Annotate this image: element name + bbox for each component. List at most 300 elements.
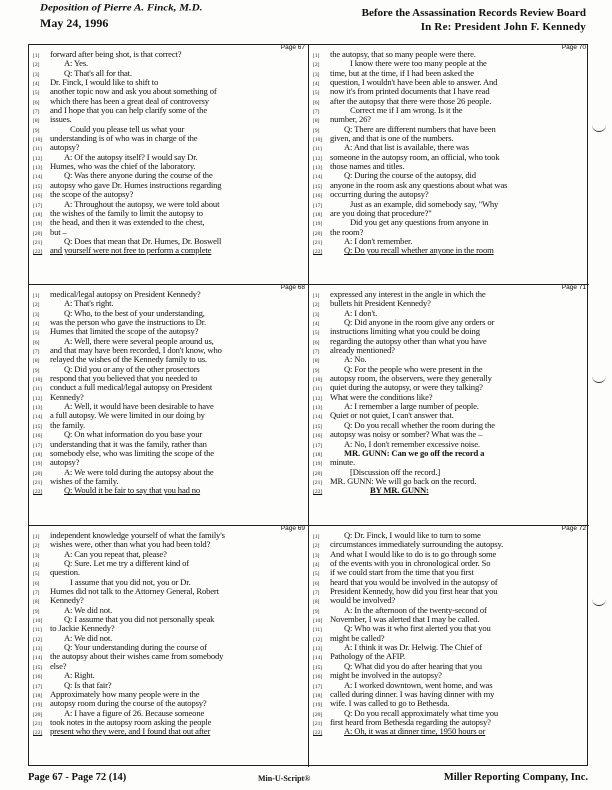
page-number: Page 71 — [561, 285, 586, 291]
line-number: [12] — [33, 155, 43, 162]
line-text: already mentioned? — [330, 345, 395, 356]
line-number: [2] — [313, 543, 320, 550]
line-number: [5] — [33, 90, 40, 97]
line-number: [4] — [33, 562, 40, 569]
transcript-line — [313, 246, 585, 255]
line-number: [11] — [313, 627, 322, 634]
line-number: [2] — [33, 543, 40, 550]
line-text: November, I was alerted that I may be called. — [330, 614, 480, 625]
line-number: [10] — [33, 377, 43, 384]
line-text: Q: There are different numbers that have been — [344, 123, 496, 134]
line-text: I assume that you did not, you or Dr. — [70, 576, 191, 587]
line-number: [19] — [33, 221, 43, 228]
line-number: [5] — [313, 90, 320, 97]
line-number: [4] — [313, 321, 320, 328]
transcript-page — [29, 526, 309, 767]
line-text: A: I don't. — [344, 307, 378, 318]
line-number: [8] — [313, 358, 320, 365]
line-number: [17] — [313, 202, 323, 209]
case-header — [362, 6, 586, 34]
line-number: [20] — [33, 230, 43, 237]
line-text: And what I would like to do is to go through some — [330, 548, 497, 559]
transcript-page — [309, 526, 589, 767]
line-text: Kennedy? — [50, 391, 84, 402]
line-number: [14] — [313, 174, 323, 181]
line-number: [8] — [33, 599, 40, 606]
page-number: Page 69 — [280, 526, 305, 532]
line-text: Quiet or not quiet, I can't answer that. — [330, 410, 454, 421]
line-number: [14] — [33, 414, 43, 421]
line-text: Q: Sure. Let me try a different kind of — [64, 558, 190, 569]
line-text: minute. — [330, 457, 355, 468]
line-text: understanding that it was the family, rather than — [50, 438, 207, 449]
line-text: MR. GUNN: Can we go off the record a — [344, 447, 485, 458]
line-text: conduct a full medical/legal autopsy on President — [50, 382, 213, 393]
reporting-company: Miller Reporting Company, Inc. — [443, 772, 588, 783]
line-number: [16] — [33, 433, 43, 440]
line-number: [13] — [33, 165, 43, 172]
line-text: occurring during the autopsy? — [330, 189, 429, 200]
line-text: Q: Who, to the best of your understanding, — [64, 307, 205, 318]
line-number: [21] — [33, 479, 43, 486]
line-text: first heard from Bethesda regarding the autopsy? — [330, 716, 491, 727]
line-number: [12] — [313, 155, 323, 162]
line-text: now it's from printed documents that I have read — [330, 86, 490, 97]
line-number: [4] — [313, 562, 320, 569]
line-text: the room? — [330, 226, 364, 237]
line-number: [12] — [33, 395, 43, 402]
line-number: [10] — [313, 137, 323, 144]
transcript-grid — [28, 44, 588, 766]
line-number: [3] — [33, 71, 40, 78]
line-number: [6] — [313, 580, 320, 587]
line-text: A: Yes. — [64, 58, 89, 69]
line-number: [3] — [33, 552, 40, 559]
line-text: What were the conditions like? — [330, 391, 433, 402]
line-number: [7] — [33, 109, 40, 116]
line-number: [6] — [313, 339, 320, 346]
line-number: [2] — [33, 62, 40, 69]
line-number: [15] — [313, 664, 323, 671]
line-text: Q: Your understanding during the course of — [64, 642, 207, 653]
line-text: autopsy? — [50, 142, 80, 153]
line-number: [16] — [313, 674, 323, 681]
line-text: understanding is of who was in charge of the — [50, 133, 198, 144]
line-number: [15] — [33, 183, 43, 190]
transcript-line — [33, 486, 304, 495]
line-number: [8] — [33, 358, 40, 365]
line-text: and yourself were not free to perform a complete — [50, 245, 212, 256]
line-text: Q: Dr. Finck, I would like to turn to some — [344, 530, 481, 540]
line-number: [9] — [33, 127, 40, 134]
page-number: Page 68 — [280, 285, 305, 291]
line-text: Q: Did you or any of the other prosectors — [64, 363, 200, 374]
line-text: A: No, I don't remember excessive noise. — [344, 438, 480, 449]
line-number: [16] — [33, 674, 43, 681]
line-text: number, 26? — [330, 114, 371, 125]
line-number: [6] — [33, 580, 40, 587]
line-number: [11] — [33, 627, 42, 634]
line-text: A: Throughout the autopsy, we were told about — [64, 198, 220, 209]
line-text: Q: Was there anyone during the course of the — [64, 170, 213, 181]
line-text: question. — [50, 567, 80, 578]
line-text: the autopsy, that so many people were there. — [330, 49, 476, 59]
line-text: Q: Did anyone in the room give any orders or — [344, 317, 495, 328]
line-text: issues. — [50, 114, 72, 125]
line-number: [16] — [313, 193, 323, 200]
line-number: [1] — [313, 53, 320, 59]
line-text: Pathology of the AFIP. — [330, 651, 406, 662]
line-number: [1] — [313, 293, 320, 299]
line-number: [13] — [313, 646, 323, 653]
line-text: forward after being shot, is that correct? — [50, 49, 182, 59]
line-number: [12] — [33, 636, 43, 643]
line-text: the scope of the autopsy? — [50, 189, 134, 200]
line-text: if we could start from the time that you first — [330, 567, 474, 578]
line-number: [11] — [313, 386, 322, 393]
line-number: [22] — [313, 489, 323, 496]
line-number: [13] — [33, 646, 43, 653]
transcript-page — [309, 285, 589, 526]
line-number: [21] — [313, 720, 323, 727]
transcript-page — [29, 45, 309, 285]
line-text: called during dinner. I was having dinner with my — [330, 688, 495, 699]
line-number: [18] — [33, 451, 43, 458]
line-number: [3] — [313, 552, 320, 559]
line-number: [4] — [313, 81, 320, 88]
line-number: [21] — [33, 720, 43, 727]
line-text: A: Well, it would have been desirable to have — [64, 401, 214, 412]
line-number: [14] — [33, 174, 43, 181]
line-text: and I hope that you can help clarify some of the — [50, 105, 207, 116]
line-text: [Discussion off the record.] — [350, 466, 441, 477]
line-text: heard that you would be involved in the autopsy of — [330, 576, 498, 587]
line-number: [6] — [33, 339, 40, 346]
line-text: Correct me if I am wrong. Is it the — [350, 105, 463, 116]
margin-mark — [592, 375, 606, 383]
line-number: [7] — [33, 590, 40, 597]
line-number: [14] — [33, 655, 43, 662]
line-text: Q: Who was it who first alerted you that you — [344, 623, 491, 634]
line-number: [1] — [33, 293, 40, 299]
case-title: In Re: President John F. Kennedy — [420, 21, 586, 33]
line-text: President Kennedy, how did you first hear that you — [330, 586, 498, 597]
line-text: Q: Do you recall whether anyone in the room — [344, 245, 494, 256]
line-text: else? — [50, 660, 67, 671]
line-text: somebody else, who was limiting the scope of the — [50, 447, 214, 458]
line-text: Q: Do you recall whether the room during the — [344, 419, 495, 430]
line-text: relayed the wishes of the Kennedy family to us. — [50, 354, 207, 365]
line-number: [3] — [313, 71, 320, 78]
page-footer — [28, 772, 588, 788]
line-number: [5] — [313, 571, 320, 578]
line-number: [10] — [33, 137, 43, 144]
line-text: Just as an example, did somebody say, "Why — [350, 198, 499, 209]
line-text: given, and that is one of the numbers. — [330, 133, 454, 144]
line-text: A: I remember a large number of people. — [344, 401, 479, 412]
line-text: Approximately how many people were in the — [50, 688, 200, 699]
page-number: Page 72 — [561, 526, 586, 532]
line-text: anyone in the room ask any questions about what was — [330, 179, 508, 190]
line-text: MR. GUNN: We will go back on the record. — [330, 475, 477, 486]
line-number: [21] — [313, 239, 323, 246]
line-number: [7] — [313, 590, 320, 597]
line-text: present who they were, and I found that out after — [50, 726, 211, 737]
line-number: [17] — [313, 683, 323, 690]
line-text: circumstances immediately surrounding the autopsy. — [330, 539, 504, 550]
line-text: Q: What did you do after hearing that you — [344, 660, 482, 671]
line-number: [18] — [313, 211, 323, 218]
line-text: the wishes of the family to limit the autopsy to — [50, 207, 203, 218]
line-text: after the autopsy that there were those 26 people. — [330, 95, 492, 106]
transcript-line — [33, 246, 304, 255]
line-text: instructions limiting what you could be doing — [330, 326, 480, 337]
line-text: Q: I assume that you did not personally speak — [64, 614, 215, 625]
line-number: [22] — [313, 249, 323, 256]
line-number: [7] — [313, 109, 320, 116]
line-text: A: In the afternoon of the twenty-second of — [344, 604, 487, 615]
page-number: Page 70 — [561, 45, 586, 51]
line-number: [19] — [33, 461, 43, 468]
line-text: and that may have been recorded, I don't know, who — [50, 345, 222, 356]
line-text: Q: During the course of the autopsy, did — [344, 170, 476, 181]
line-number: [3] — [33, 311, 40, 318]
line-text: respond that you believed that you needed to — [50, 373, 198, 384]
line-number: [19] — [313, 221, 323, 228]
line-text: time, but at the time, if I had been asked the — [330, 67, 474, 78]
line-number: [16] — [313, 433, 323, 440]
line-text: Q: Is that fair? — [64, 679, 112, 690]
software-mark: Min-U-Script® — [258, 774, 311, 783]
line-text: A: No. — [344, 354, 367, 365]
line-number: [12] — [313, 395, 323, 402]
line-number: [5] — [33, 330, 40, 337]
line-number: [18] — [33, 211, 43, 218]
line-number: [4] — [33, 81, 40, 88]
line-text: Humes that limited the scope of the autopsy? — [50, 326, 199, 337]
line-text: Q: Would it be fair to say that you had no — [64, 485, 201, 496]
line-text: I know there were too many people at the — [350, 58, 487, 69]
line-text: A: That's right. — [64, 298, 114, 309]
line-number: [15] — [313, 183, 323, 190]
line-number: [1] — [313, 534, 320, 540]
line-number: [22] — [33, 730, 43, 737]
page-number: Page 67 — [280, 45, 305, 51]
line-number: [19] — [33, 702, 43, 709]
deposition-header — [40, 2, 202, 30]
line-number: [21] — [313, 479, 323, 486]
line-text: expressed any interest in the angle in which the — [330, 289, 486, 299]
line-text: A: We were told during the autopsy about the — [64, 466, 214, 477]
line-number: [14] — [313, 414, 323, 421]
line-text: A: Can you repeat that, please? — [64, 548, 167, 559]
line-number: [18] — [313, 451, 323, 458]
line-text: the head, and then it was extended to the chest, — [50, 217, 205, 228]
line-text: Q: That's all for that. — [64, 67, 132, 78]
transcript-page — [309, 45, 589, 285]
line-number: [16] — [33, 193, 43, 200]
line-text: A: I think it was Dr. Helwig. The Chief of — [344, 642, 482, 653]
transcript-line — [33, 727, 304, 736]
line-text: wishes of the family. — [50, 475, 119, 486]
transcript-page — [29, 285, 309, 526]
line-number: [11] — [33, 386, 42, 393]
line-number: [12] — [313, 636, 323, 643]
line-text: wife. I was called to go to Bethesda. — [330, 698, 450, 709]
line-number: [15] — [313, 423, 323, 430]
line-text: wishes were, other than what you had been told? — [50, 539, 211, 550]
line-text: but – — [50, 226, 67, 237]
line-number: [13] — [313, 405, 323, 412]
line-number: [9] — [313, 127, 320, 134]
line-number: [2] — [33, 302, 40, 309]
board-title: Before the Assassination Records Review Board — [361, 7, 586, 19]
line-number: [3] — [313, 311, 320, 318]
line-text: A: And that list is available, there was — [344, 142, 469, 153]
line-number: [20] — [313, 230, 323, 237]
line-text: took notes in the autopsy room asking the people — [50, 716, 212, 727]
line-text: Humes, who was the chief of the laboratory. — [50, 161, 196, 172]
line-number: [2] — [313, 302, 320, 309]
line-number: [13] — [33, 405, 43, 412]
line-text: are you doing that procedure?" — [330, 207, 432, 218]
line-number: [2] — [313, 62, 320, 69]
line-number: [8] — [313, 599, 320, 606]
margin-mark — [592, 124, 606, 132]
line-text: those names and titles. — [330, 161, 405, 172]
line-number: [20] — [33, 470, 43, 477]
line-number: [13] — [313, 165, 323, 172]
line-text: autopsy who gave Dr. Humes instructions regarding — [50, 179, 222, 190]
line-text: A: I have a figure of 26. Because someone — [64, 707, 205, 718]
line-text: A: Well, there were several people around us, — [64, 335, 214, 346]
transcript-line — [33, 106, 304, 115]
line-number: [9] — [33, 608, 40, 615]
line-text: would be involved? — [330, 595, 396, 606]
line-text: Q: On what information do you base your — [64, 429, 203, 440]
line-number: [6] — [33, 99, 40, 106]
transcript-line — [313, 486, 585, 495]
line-text: might be involved in the autopsy? — [330, 670, 442, 681]
line-text: Kennedy? — [50, 595, 84, 606]
line-text: Q: Do you recall approximately what time you — [344, 707, 499, 718]
line-text: A: We did not. — [64, 604, 113, 615]
line-number: [22] — [33, 489, 43, 496]
transcript-line — [33, 218, 304, 227]
transcript-line — [313, 477, 585, 486]
line-number: [15] — [33, 423, 43, 430]
line-number: [22] — [33, 249, 43, 256]
line-text: A: I worked downtown, went home, and was — [344, 679, 493, 690]
line-number: [6] — [313, 99, 320, 106]
line-number: [19] — [313, 702, 323, 709]
line-text: A: Of the autopsy itself? I would say Dr. — [64, 151, 198, 162]
line-number: [17] — [33, 442, 43, 449]
deposition-date: May 24, 1996 — [40, 16, 109, 30]
line-text: Dr. Finck, I would like to shift to — [50, 77, 159, 88]
line-text: Q: For the people who were present in the — [344, 363, 483, 374]
line-text: autopsy was noisy or somber? What was the – — [330, 429, 483, 440]
line-number: [9] — [313, 367, 320, 374]
line-text: a full autopsy. We were limited in our doing by — [50, 410, 205, 421]
line-number: [4] — [33, 321, 40, 328]
line-number: [22] — [313, 730, 323, 737]
margin-mark — [592, 598, 606, 606]
line-number: [10] — [313, 377, 323, 384]
line-number: [11] — [313, 146, 322, 153]
line-text: Did you get any questions from anyone in — [350, 217, 489, 228]
line-number: [20] — [313, 711, 323, 718]
line-text: Humes did not talk to the Attorney General, Robert — [50, 586, 219, 597]
line-number: [8] — [33, 118, 40, 125]
line-text: which there has been a great deal of controversy — [50, 95, 209, 106]
line-number: [10] — [313, 618, 323, 625]
transcript-line — [313, 727, 585, 736]
line-text: medical/legal autopsy on President Kennedy? — [50, 289, 201, 299]
line-number: [9] — [33, 367, 40, 374]
line-number: [5] — [33, 571, 40, 578]
line-text: regarding the autopsy other than what you have — [330, 335, 487, 346]
line-number: [1] — [33, 53, 40, 59]
line-text: A: Right. — [64, 670, 95, 681]
line-text: independent knowledge yourself of what the family's — [50, 530, 225, 540]
line-number: [18] — [313, 692, 323, 699]
line-number: [17] — [313, 442, 323, 449]
line-text: another topic now and ask you about something of — [50, 86, 217, 97]
line-text: A: We did not. — [64, 632, 113, 643]
transcript-line — [33, 652, 304, 661]
line-number: [18] — [33, 692, 43, 699]
line-number: [14] — [313, 655, 323, 662]
line-number: [20] — [33, 711, 43, 718]
deponent-name: Deposition of Pierre A. Finck, M.D. — [40, 2, 203, 14]
line-text: autopsy room during the course of the autopsy? — [50, 698, 207, 709]
line-number: [5] — [313, 330, 320, 337]
line-text: A: Oh, it was at dinner time, 1950 hours or — [344, 726, 486, 737]
line-number: [7] — [33, 349, 40, 356]
line-number: [17] — [33, 683, 43, 690]
line-text: A: I don't remember. — [344, 235, 413, 246]
line-text: autopsy room, the observers, were they generally — [330, 373, 492, 384]
line-text: the family. — [50, 419, 86, 430]
line-text: Could you please tell us what your — [70, 123, 185, 134]
line-number: [1] — [33, 534, 40, 540]
line-number: [19] — [313, 461, 323, 468]
line-text: bullets hit President Kennedy? — [330, 298, 431, 309]
line-number: [9] — [313, 608, 320, 615]
page-range: Page 67 - Page 72 (14) — [28, 772, 127, 783]
line-text: might be called? — [330, 632, 385, 643]
line-text: someone in the autopsy room, an official, who took — [330, 151, 500, 162]
line-text: autopsy? — [50, 457, 80, 468]
line-number: [10] — [33, 618, 43, 625]
line-number: [20] — [313, 470, 323, 477]
line-number: [17] — [33, 202, 43, 209]
line-number: [8] — [313, 118, 320, 125]
line-text: question, I wouldn't have been able to answer. And — [330, 77, 498, 88]
line-text: was the person who gave the instructions to Dr. — [50, 317, 206, 328]
line-number: [11] — [33, 146, 42, 153]
line-text: of the events with you in chronological order. So — [330, 558, 491, 569]
line-text: quiet during the autopsy, or were they talking? — [330, 382, 483, 393]
line-number: [15] — [33, 664, 43, 671]
line-text: Q: Does that mean that Dr. Humes, Dr. Boswell — [64, 235, 222, 246]
line-text: to Jackie Kennedy? — [50, 623, 115, 634]
line-text: BY MR. GUNN: — [370, 485, 429, 496]
line-number: [7] — [313, 349, 320, 356]
line-text: the autopsy about their wishes came from somebody — [50, 651, 224, 662]
line-number: [21] — [33, 239, 43, 246]
